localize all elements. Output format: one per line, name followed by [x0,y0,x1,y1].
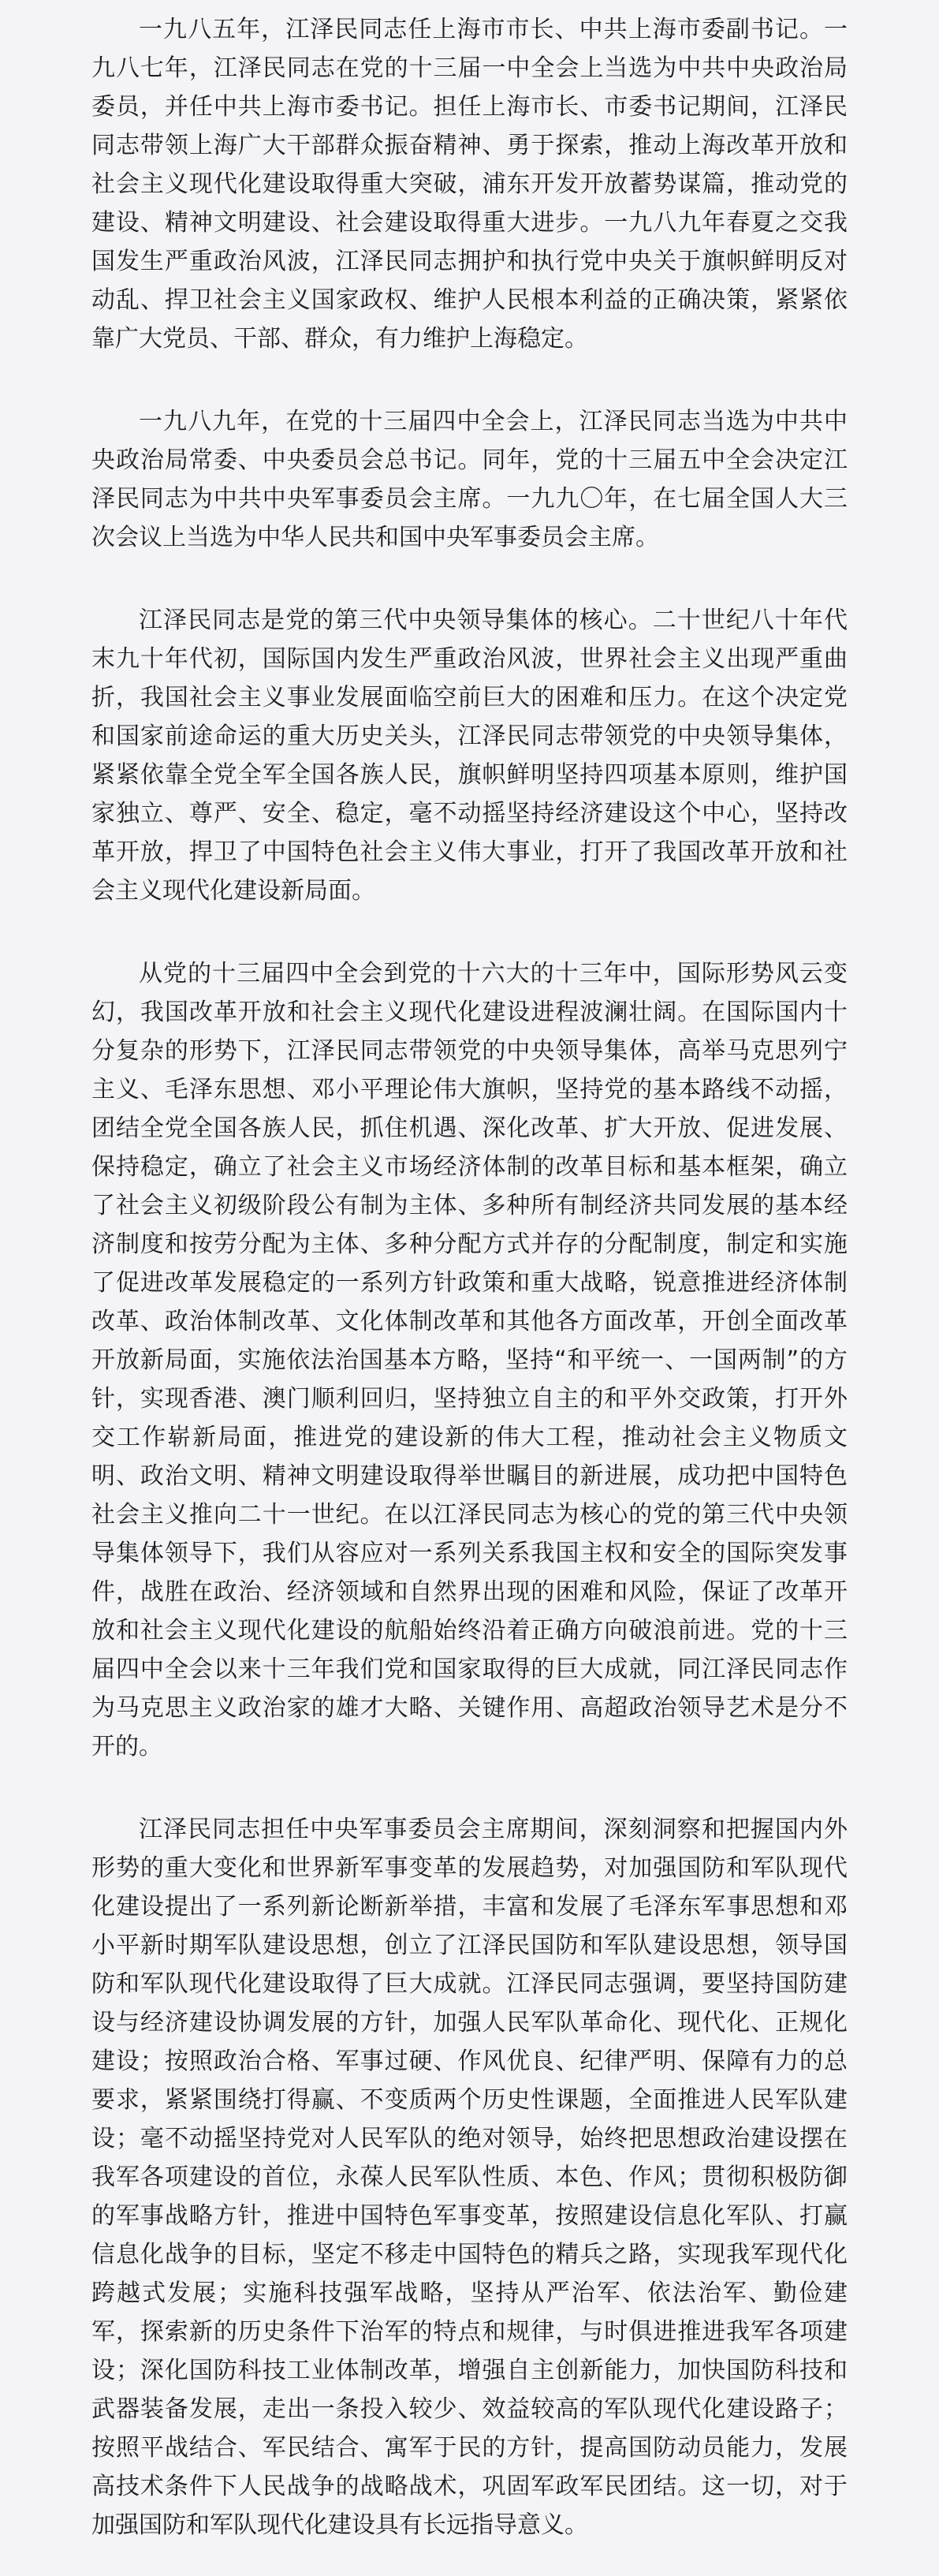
paragraph: 一九八九年，在党的十三届四中全会上，江泽民同志当选为中共中央政治局常委、中央委员会总书记。同年，党的十三届五中全会决定江泽民同志为中共中央军事委员会主席。一九九〇年，在七届全国人大三次会议上当选为中华人民共和国中央军事委员会主席。 [91,408,848,551]
paragraph: 江泽民同志担任中央军事委员会主席期间，深刻洞察和把握国内外形势的重大变化和世界新军事变革的发展趋势，对加强国防和军队现代化建设提出了一系列新论断新举措，丰富和发展了毛泽东军事思想和邓小平新时期军队建设思想，创立了江泽民国防和军队建设思想，领导国防和军队现代化建设取得了巨大成就。江泽民同志强调，要坚持国防建设与经济建设协调发展的方针，加强人民军队革命化、现代化、正规化建设；按照政治合格、军事过硬、作风优良、纪律严明、保障有力的总要求，紧紧围绕打得赢、不变质两个历史性课题，全面推进人民军队建设；毫不动摇坚持党对人民军队的绝对领导，始终把思想政治建设摆在我军各项建设的首位，永葆人民军队性质、本色、作风；贯彻积极防御的军事战略方针，推进中国特色军事变革，按照建设信息化军队、打赢信息化战争的目标，坚定不移走中国特色的精兵之路，实现我军现代化跨越式发展；实施科技强军战略，坚持从严治军、依法治军、勤俭建军，探索新的历史条件下治军的特点和规律，与时俱进推进我军各项建设；深化国防科技工业体制改革，增强自主创新能力，加快国防科技和武器装备发展，走出一条投入较少、效益较高的军队现代化建设路子；按照平战结合、军民结合、寓军于民的方针，提高国防动员能力，发展高技术条件下人民战争的战略战术，巩固军政军民团结。这一切，对于加强国防和军队现代化建设具有长远指导意义。 [91,1816,848,2539]
paragraph: 从党的十三届四中全会到党的十六大的十三年中，国际形势风云变幻，我国改革开放和社会主义现代化建设进程波澜壮阔。在国际国内十分复杂的形势下，江泽民同志带领党的中央领导集体，高举马克思列宁主义、毛泽东思想、邓小平理论伟大旗帜，坚持党的基本路线不动摇，团结全党全国各族人民，抓住机遇、深化改革、扩大开放、促进发展、保持稳定，确立了社会主义市场经济体制的改革目标和基本框架，确立了社会主义初级阶段公有制为主体、多种所有制经济共同发展的基本经济制度和按劳分配为主体、多种分配方式并存的分配制度，制定和实施了促进改革发展稳定的一系列方针政策和重大战略，锐意推进经济体制改革、政治体制改革、文化体制改革和其他各方面改革，开创全面改革开放新局面，实施依法治国基本方略，坚持“和平统一、一国两制”的方针，实现香港、澳门顺利回归，坚持独立自主的和平外交政策，打开外交工作崭新局面，推进党的建设新的伟大工程，推动社会主义物质文明、政治文明、精神文明建设取得举世瞩目的新进展，成功把中国特色社会主义推向二十一世纪。在以江泽民同志为核心的党的第三代中央领导集体领导下，我们从容应对一系列关系我国主权和安全的国际突发事件，战胜在政治、经济领域和自然界出现的困难和风险，保证了改革开放和社会主义现代化建设的航船始终沿着正确方向破浪前进。党的十三届四中全会以来十三年我们党和国家取得的巨大成就，同江泽民同志作为马克思主义政治家的雄才大略、关键作用、高超政治领导艺术是分不开的。 [91,960,848,1760]
paragraph: 江泽民同志是党的第三代中央领导集体的核心。二十世纪八十年代末九十年代初，国际国内发生严重政治风波，世界社会主义出现严重曲折，我国社会主义事业发展面临空前巨大的困难和压力。在这个决定党和国家前途命运的重大历史关头，江泽民同志带领党的中央领导集体，紧紧依靠全党全军全国各族人民，旗帜鲜明坚持四项基本原则，维护国家独立、尊严、安全、稳定，毫不动摇坚持经济建设这个中心，坚持改革开放，捍卫了中国特色社会主义伟大事业，打开了我国改革开放和社会主义现代化建设新局面。 [91,607,848,905]
paragraph: 一九八五年，江泽民同志任上海市市长、中共上海市委副书记。一九八七年，江泽民同志在党的十三届一中全会上当选为中共中央政治局委员，并任中共上海市委书记。担任上海市长、市委书记期间，江泽民同志带领上海广大干部群众振奋精神、勇于探索，推动上海改革开放和社会主义现代化建设取得重大突破，浦东开发开放蓄势谋篇，推动党的建设、精神文明建设、社会建设取得重大进步。一九八九年春夏之交我国发生严重政治风波，江泽民同志拥护和执行党中央关于旗帜鲜明反对动乱、捍卫社会主义国家政权、维护人民根本利益的正确决策，紧紧依靠广大党员、干部、群众，有力维护上海稳定。 [91,16,848,353]
